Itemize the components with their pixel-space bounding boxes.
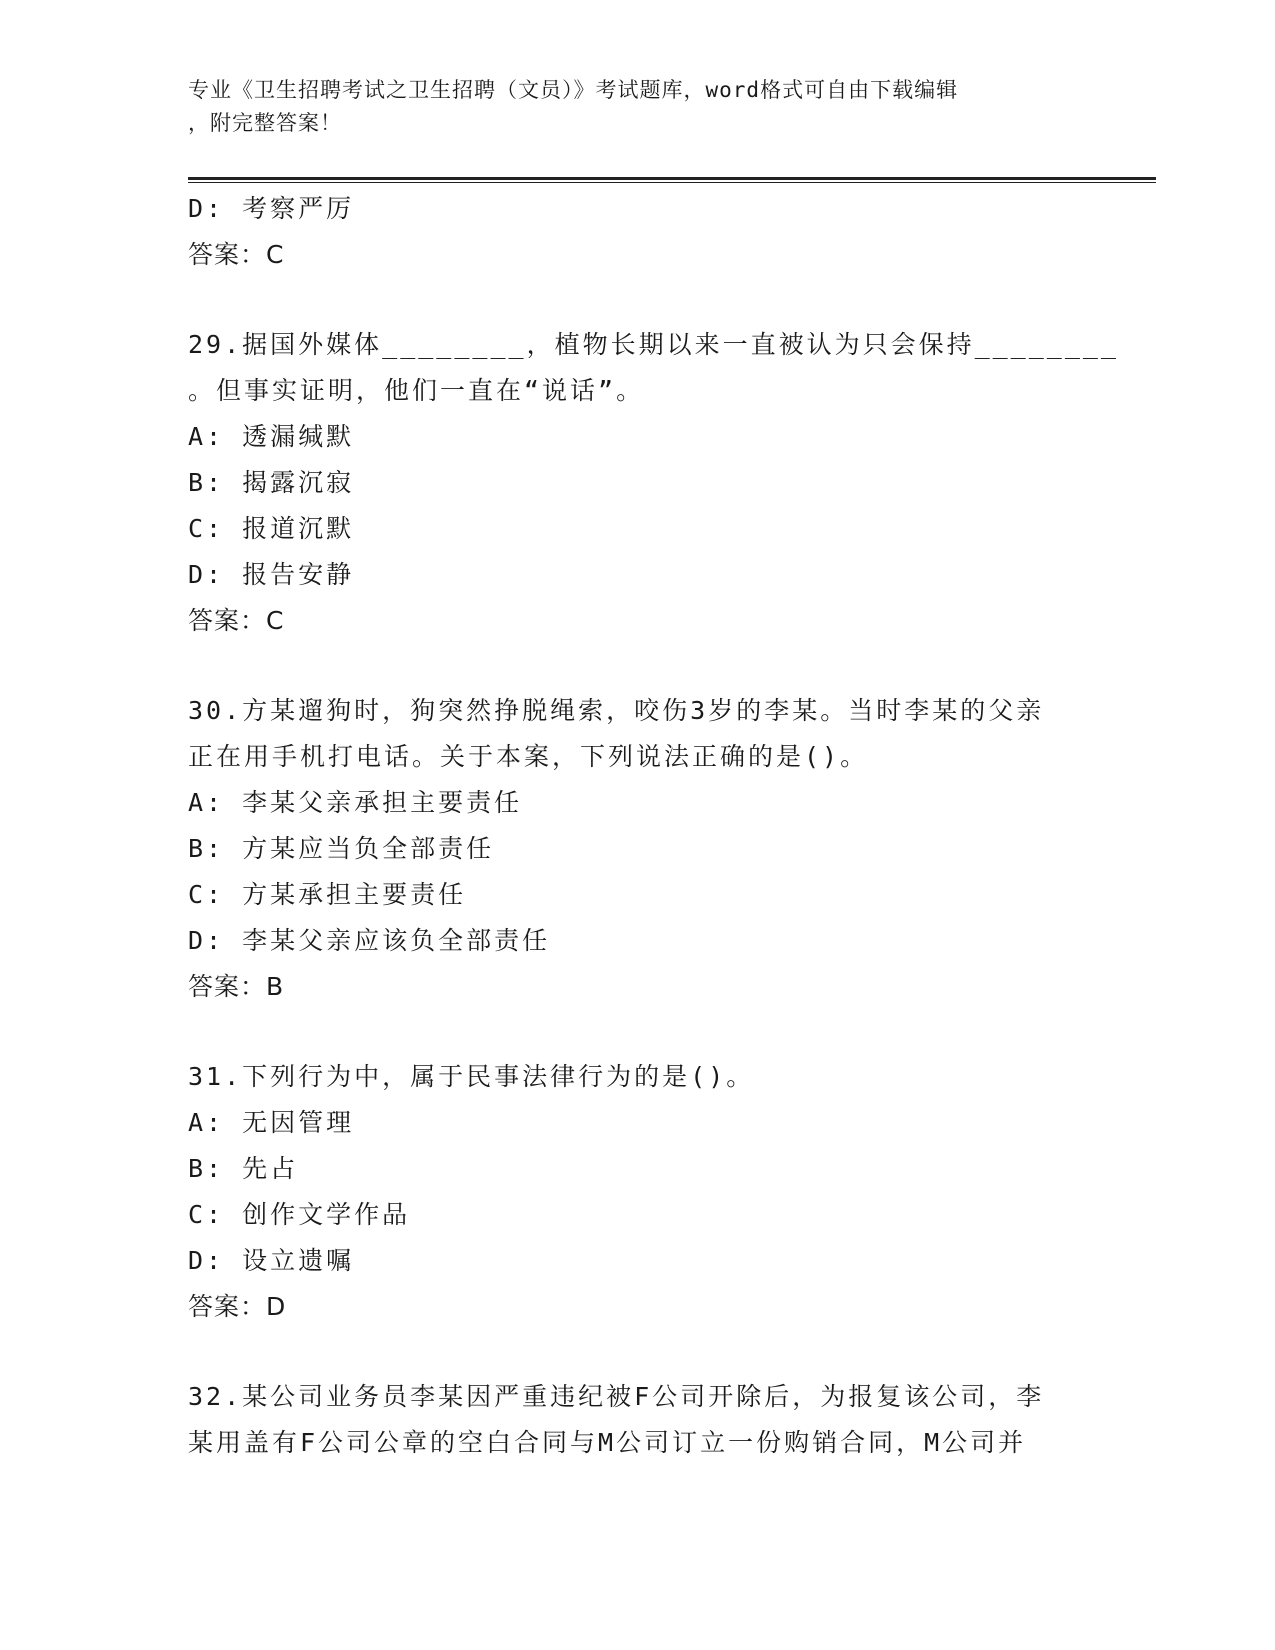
option-b: B: 方某应当负全部责任 bbox=[188, 834, 495, 863]
option-a: A: 透漏缄默 bbox=[188, 422, 355, 451]
spacer bbox=[188, 278, 1088, 322]
question-32 bbox=[188, 1374, 1088, 1466]
question-stem-line: 31.下列行为中，属于民事法律行为的是()。 bbox=[188, 1062, 755, 1091]
question-stem-line: 某用盖有F公司公章的空白合同与M公司订立一份购销合同，M公司并 bbox=[188, 1428, 1027, 1457]
question-stem-line: 。但事实证明，他们一直在“说话”。 bbox=[188, 376, 645, 405]
header-line-1: 专业《卫生招聘考试之卫生招聘（文员）》考试题库，word格式可自由下载编辑 bbox=[188, 78, 959, 102]
document-header bbox=[188, 74, 1068, 140]
question-stem-line: 29.据国外媒体________，植物长期以来一直被认为只会保持________ bbox=[188, 330, 1119, 359]
header-divider-thin bbox=[188, 182, 1156, 183]
question-stem-line: 30.方某遛狗时，狗突然挣脱绳索，咬伤3岁的李某。当时李某的父亲 bbox=[188, 696, 1045, 725]
question-stem-line: 32.某公司业务员李某因严重违纪被F公司开除后，为报复该公司，李 bbox=[188, 1382, 1045, 1411]
option-a: A: 无因管理 bbox=[188, 1108, 355, 1137]
option-d: D: 报告安静 bbox=[188, 560, 355, 589]
option-a: A: 李某父亲承担主要责任 bbox=[188, 788, 523, 817]
header-divider-thick bbox=[188, 177, 1156, 180]
option-d: D: 设立遗嘱 bbox=[188, 1246, 355, 1275]
header-line-2: ，附完整答案！ bbox=[188, 111, 342, 135]
previous-question-tail bbox=[188, 186, 1088, 278]
option-c: C: 创作文学作品 bbox=[188, 1200, 411, 1229]
answer-line: 答案：B bbox=[188, 972, 285, 1001]
question-30 bbox=[188, 688, 1088, 1010]
question-29 bbox=[188, 322, 1119, 644]
option-c: C: 报道沉默 bbox=[188, 514, 355, 543]
option-b: B: 先占 bbox=[188, 1154, 299, 1183]
answer-line: 答案：D bbox=[188, 1292, 287, 1321]
option-c: C: 方某承担主要责任 bbox=[188, 880, 467, 909]
option-d: D: 李某父亲应该负全部责任 bbox=[188, 926, 551, 955]
spacer bbox=[188, 1010, 1088, 1054]
question-stem-line: 正在用手机打电话。关于本案，下列说法正确的是()。 bbox=[188, 742, 869, 771]
answer-line: 答案：C bbox=[188, 240, 285, 269]
option-b: B: 揭露沉寂 bbox=[188, 468, 355, 497]
spacer bbox=[188, 1330, 1088, 1374]
question-content bbox=[188, 186, 1119, 1466]
answer-line: 答案：C bbox=[188, 606, 285, 635]
option-d: D: 考察严厉 bbox=[188, 194, 355, 223]
spacer bbox=[188, 644, 1088, 688]
question-31 bbox=[188, 1054, 1088, 1330]
